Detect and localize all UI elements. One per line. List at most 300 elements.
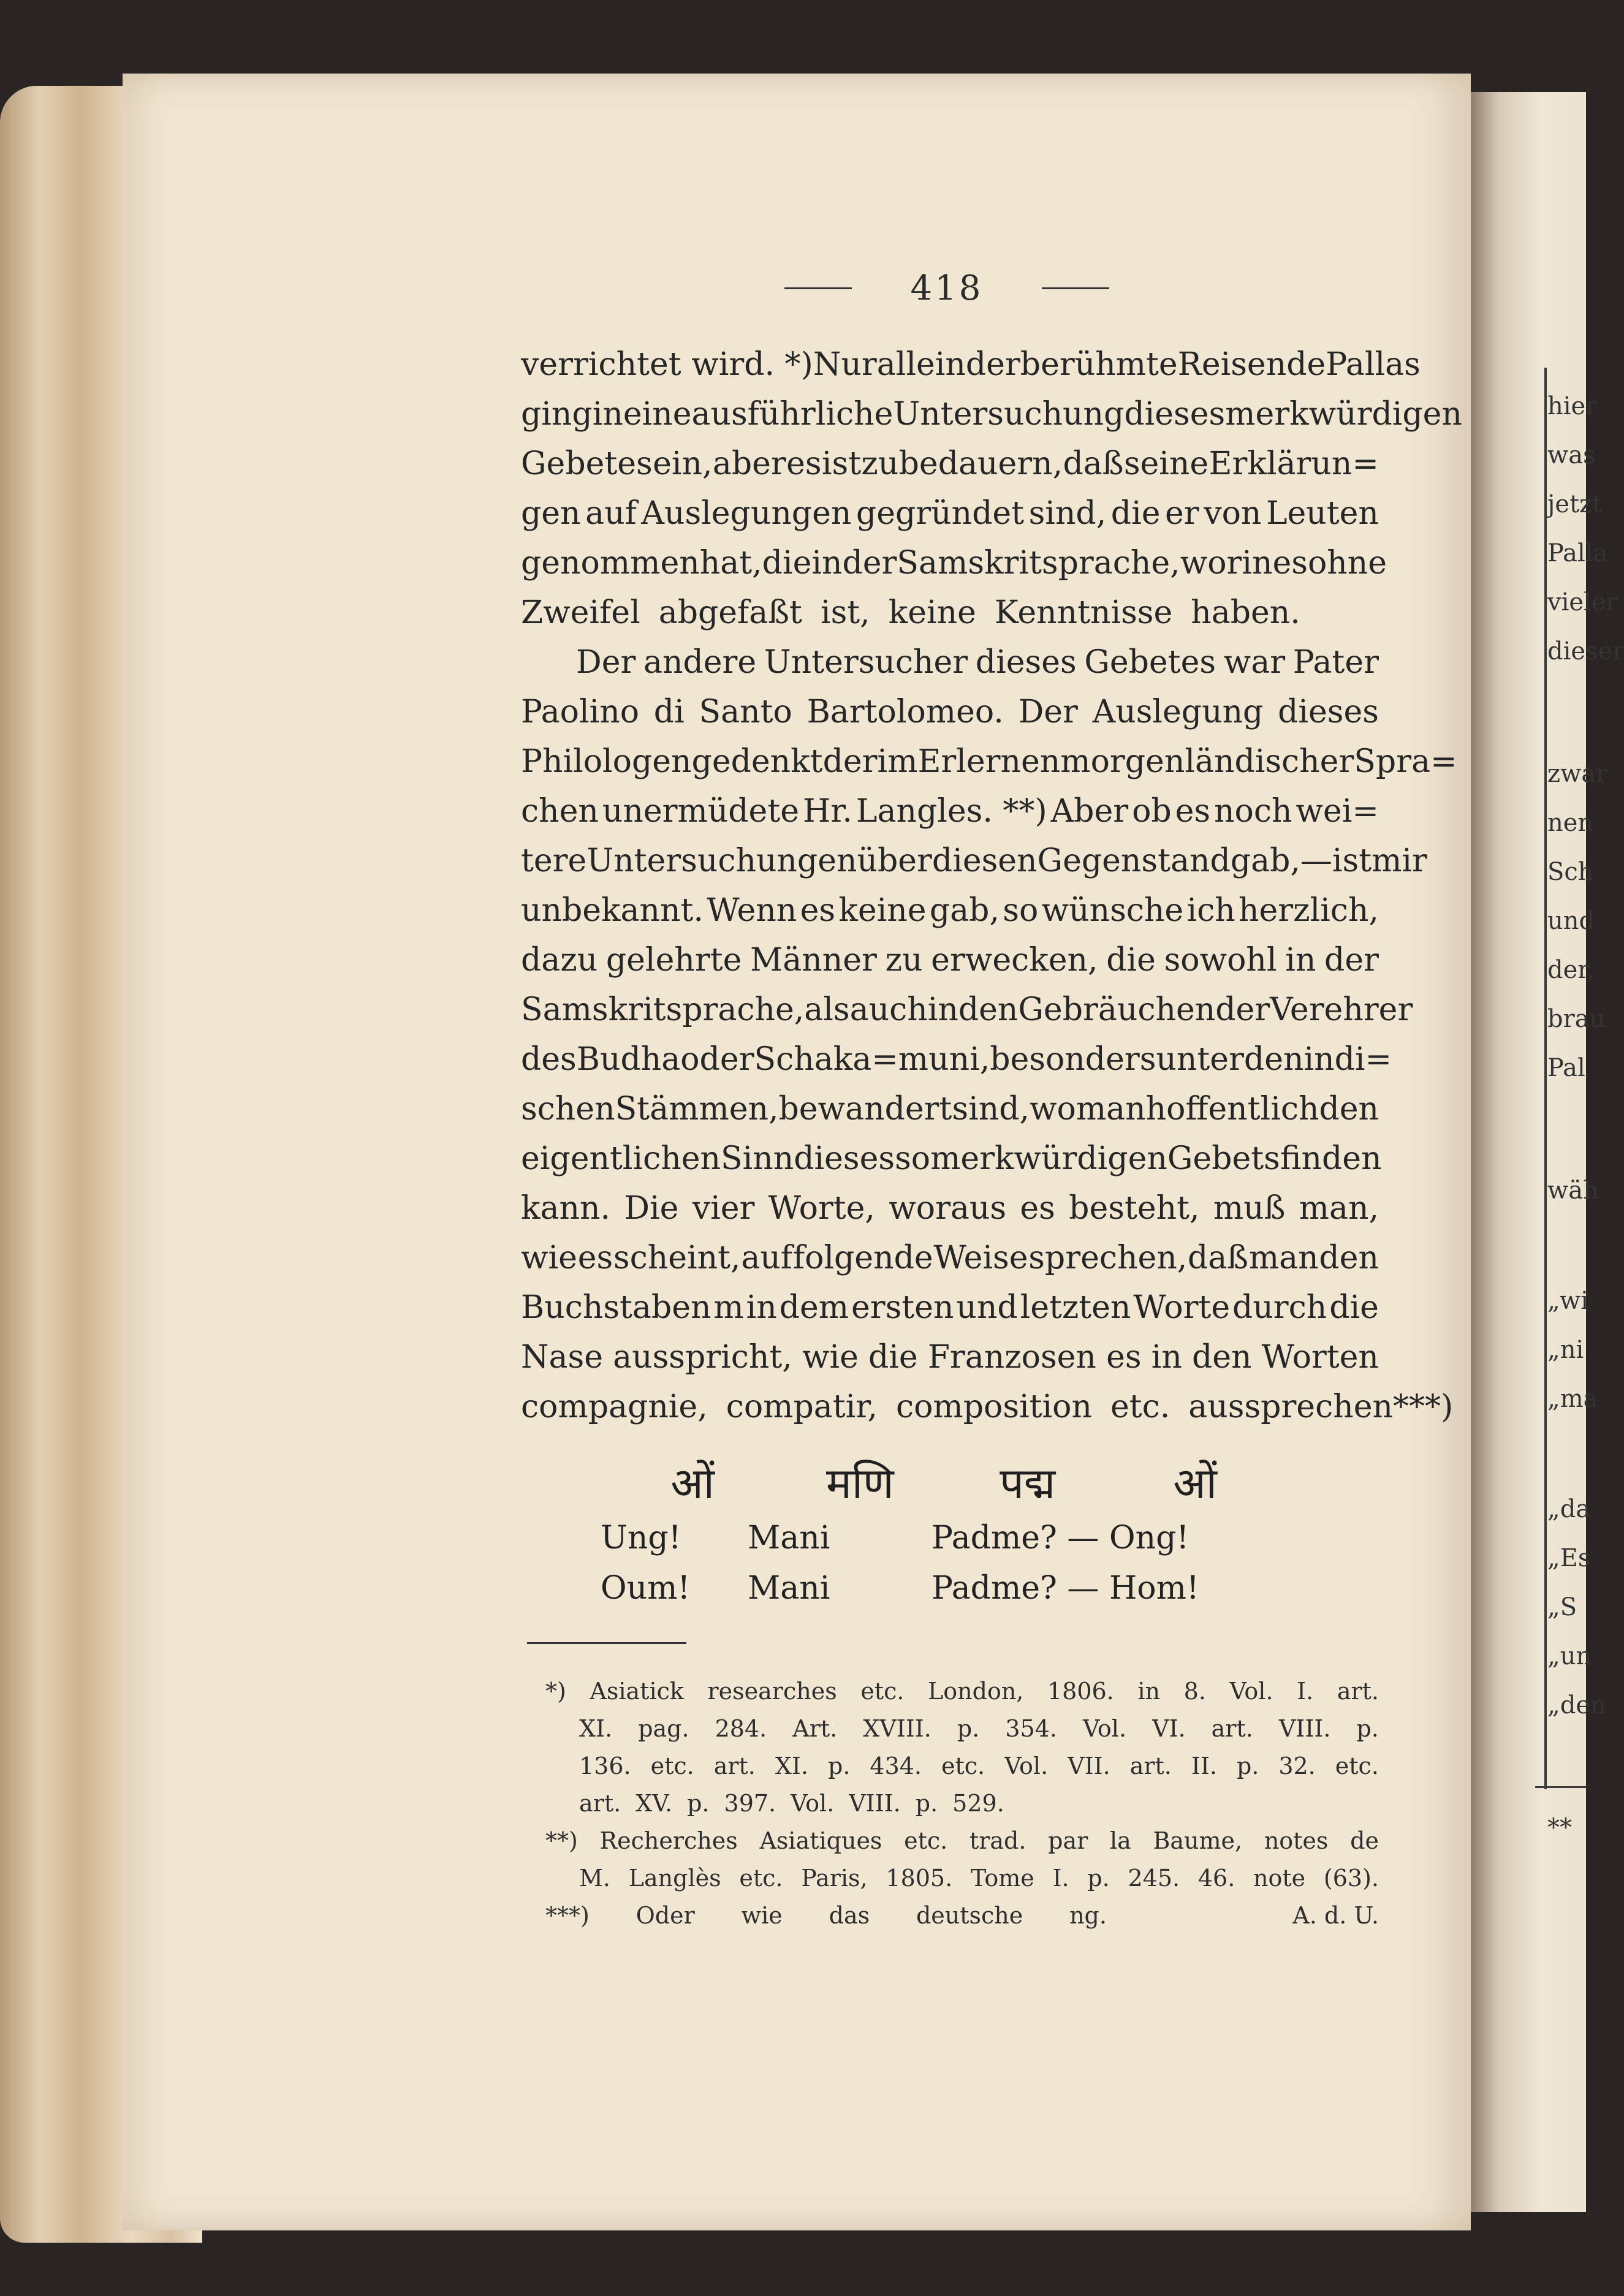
word: seine xyxy=(1123,445,1209,482)
footnote-word: etc. xyxy=(650,1752,694,1779)
word: Worte, xyxy=(768,1190,875,1227)
text-line xyxy=(521,737,1457,787)
word: über xyxy=(857,843,932,879)
text-line xyxy=(521,985,1413,1035)
word: im xyxy=(877,743,918,780)
footnote-word: Vol. xyxy=(791,1790,835,1817)
footnote-word: Vol. xyxy=(1082,1715,1127,1742)
facing-page-word: Sch xyxy=(1547,858,1594,886)
word: unermüdete xyxy=(602,793,799,830)
word: Verehrer xyxy=(1270,991,1413,1028)
word: herzlich, xyxy=(1239,892,1379,929)
footnote-word: art. xyxy=(713,1752,756,1779)
facing-page-word: hier xyxy=(1547,392,1598,420)
word: compagnie, xyxy=(521,1389,708,1425)
word: dieses xyxy=(1124,396,1226,433)
footnote-word: etc. xyxy=(904,1827,948,1854)
word: unter xyxy=(1156,1041,1244,1078)
facing-page-word: „Es xyxy=(1547,1544,1591,1572)
word: verrichtet wird. *) xyxy=(521,346,813,383)
word: besonders xyxy=(990,1041,1156,1078)
word: woraus xyxy=(889,1190,1007,1227)
word: des xyxy=(521,1041,577,1078)
footnote-word: 397. xyxy=(724,1790,776,1817)
word: keine xyxy=(888,594,976,631)
header-dash-right xyxy=(1042,287,1109,289)
facing-page-word: „den xyxy=(1547,1691,1606,1719)
page-header xyxy=(784,263,1109,313)
word: den xyxy=(1319,1091,1379,1127)
text-line xyxy=(521,1233,1379,1283)
word: abgefaßt xyxy=(658,594,802,631)
text-line xyxy=(521,886,1379,936)
word: es xyxy=(577,1240,613,1276)
word: der xyxy=(822,743,878,780)
translit-word: Mani xyxy=(748,1520,830,1556)
word: wie xyxy=(521,1240,577,1276)
footnote-line xyxy=(545,1673,1379,1710)
footnote-word: XV. xyxy=(636,1790,673,1817)
word: auch xyxy=(849,991,928,1028)
word: der xyxy=(842,545,897,582)
word: letzten xyxy=(1020,1289,1131,1326)
word: di xyxy=(653,694,685,730)
word: in xyxy=(927,991,958,1028)
word: Gebets xyxy=(1167,1140,1280,1177)
text-line xyxy=(521,489,1379,539)
word: Aber xyxy=(1050,793,1129,830)
word: aber xyxy=(712,445,786,482)
word: daß xyxy=(1063,445,1124,482)
word: aussprechen***) xyxy=(1188,1389,1454,1425)
word: folgende xyxy=(792,1240,933,1276)
word: haben. xyxy=(1191,594,1300,631)
word: Hr. xyxy=(802,793,852,830)
word: Reisende xyxy=(1177,346,1326,383)
mantra-word: ओं xyxy=(670,1458,715,1509)
facing-page-word: „wi xyxy=(1547,1287,1589,1315)
transliteration-latin xyxy=(601,1570,1281,1607)
word: in xyxy=(746,1289,777,1326)
footnote-word: 529. xyxy=(952,1790,1004,1817)
word: genommen xyxy=(521,545,700,582)
transliteration-german xyxy=(601,1520,1281,1556)
word: auf xyxy=(741,1240,793,1276)
footnote-word: ng. xyxy=(1069,1902,1107,1929)
word: sprechen, xyxy=(1028,1240,1188,1276)
facing-page-word: der, xyxy=(1547,956,1595,984)
word: Auslegung xyxy=(1092,694,1264,730)
word: Wenn xyxy=(707,892,797,929)
word: eigentlichen xyxy=(521,1140,721,1177)
facing-page-rule xyxy=(1544,368,1547,1789)
footnote-word: **) xyxy=(545,1827,578,1854)
mantra-word: ओं xyxy=(1173,1458,1217,1509)
word: unbekannt. xyxy=(521,892,704,929)
word: die xyxy=(1106,942,1156,979)
word: allein xyxy=(876,346,966,383)
body-text xyxy=(521,340,1462,1432)
text-line xyxy=(521,936,1379,985)
facing-page-word: „S xyxy=(1547,1593,1577,1621)
footnote-word: Recherches xyxy=(599,1827,738,1854)
word: Zweifel xyxy=(521,594,640,631)
footnote-word: I. xyxy=(1297,1678,1314,1705)
word: ist xyxy=(1332,843,1372,879)
footnote-word: par xyxy=(1048,1827,1088,1854)
footnote-word: art. xyxy=(1337,1678,1379,1705)
facing-page-word: brau xyxy=(1547,1005,1606,1033)
word: gen xyxy=(521,495,581,532)
word: der xyxy=(1215,991,1270,1028)
translit-word: Padme? — Ong! xyxy=(932,1520,1190,1556)
facing-page-word: Pal xyxy=(1547,1054,1585,1082)
word: sind, xyxy=(952,1091,1030,1127)
facing-page-word: „da xyxy=(1547,1495,1591,1523)
footnote-word: Paris, xyxy=(801,1865,868,1892)
footnote-word: p. xyxy=(687,1790,710,1817)
word: Untersucher xyxy=(764,644,968,681)
text-line xyxy=(521,1134,1382,1184)
word: schen xyxy=(521,1091,615,1127)
word: muß xyxy=(1213,1190,1286,1227)
facing-page-word: ** xyxy=(1547,1814,1572,1842)
word: wo xyxy=(1030,1091,1076,1127)
footnote-word: etc. xyxy=(860,1678,905,1705)
word: Bartolomeo. xyxy=(806,694,1004,730)
word: sowohl xyxy=(1164,942,1277,979)
footnote-line xyxy=(545,1860,1379,1897)
word: der xyxy=(1324,942,1379,979)
footnote-word: VI. xyxy=(1152,1715,1186,1742)
word: Worte xyxy=(1133,1289,1231,1326)
footnote-line xyxy=(545,1748,1379,1785)
translit-word: Padme? — Hom! xyxy=(932,1570,1199,1607)
footnote-word: 136. xyxy=(579,1752,631,1779)
word: besteht, xyxy=(1069,1190,1200,1227)
footnote-word: p. xyxy=(1236,1752,1259,1779)
word: es xyxy=(1272,545,1308,582)
footnote-word: etc. xyxy=(1335,1752,1379,1779)
word: Der xyxy=(1018,694,1078,730)
word: in xyxy=(1151,1339,1182,1376)
word: ohne xyxy=(1307,545,1387,582)
page-number: 418 xyxy=(910,268,984,308)
facing-page-word: „un xyxy=(1547,1642,1592,1670)
footnote-word: XI. xyxy=(579,1715,613,1742)
word: merkwürdigen xyxy=(930,1140,1167,1177)
word: gegründet xyxy=(856,495,1025,532)
footnote-word: 245. xyxy=(1128,1865,1180,1892)
word: in xyxy=(811,545,843,582)
word: Der xyxy=(576,644,636,681)
word: Gebetes xyxy=(1084,644,1216,681)
word: Worten xyxy=(1261,1339,1379,1376)
word: er xyxy=(1165,495,1199,532)
footnote-word: Tome xyxy=(970,1865,1034,1892)
footnote-word: Asiatick xyxy=(590,1678,684,1705)
footnote-word: (63). xyxy=(1323,1865,1379,1892)
footnote-word: I. xyxy=(1052,1865,1069,1892)
footnote-word: 354. xyxy=(1005,1715,1057,1742)
footnote-line xyxy=(545,1710,1379,1748)
word: den xyxy=(1243,1041,1304,1078)
word: composition xyxy=(895,1389,1092,1425)
word: — xyxy=(1300,843,1332,879)
footnote-word: II. xyxy=(1191,1752,1217,1779)
facing-page-word: was xyxy=(1547,441,1596,469)
word: oder xyxy=(680,1041,754,1078)
word: die xyxy=(762,545,812,582)
text-line xyxy=(521,1382,1454,1432)
word: Erklärun= xyxy=(1209,445,1379,482)
word: bedauern, xyxy=(898,445,1063,482)
word: Die xyxy=(624,1190,679,1227)
word: hat, xyxy=(699,545,762,582)
word: Untersuchungen xyxy=(586,843,857,879)
word: daß xyxy=(1188,1240,1249,1276)
footnote-word: art. xyxy=(579,1790,621,1817)
word: so xyxy=(1003,892,1039,929)
word: die xyxy=(1329,1289,1379,1326)
footnote-rule xyxy=(527,1642,686,1644)
facing-page-word: vieler xyxy=(1547,588,1618,616)
footnote-word: 1806. xyxy=(1047,1678,1114,1705)
footnote-word: researches xyxy=(707,1678,837,1705)
footnote-word: XI. xyxy=(775,1752,809,1779)
word: Erlernen xyxy=(917,743,1061,780)
facing-page-word: „ni xyxy=(1547,1336,1584,1364)
text-line xyxy=(521,787,1379,836)
footnote-word: p. xyxy=(1356,1715,1379,1742)
footnote-word: VII. xyxy=(1068,1752,1110,1779)
word: noch xyxy=(1214,793,1292,830)
word: die xyxy=(868,1339,918,1376)
footnote-word: Asiatiques xyxy=(759,1827,882,1854)
footnote-word: p. xyxy=(1087,1865,1110,1892)
word: Philologen xyxy=(521,743,692,780)
word: andere xyxy=(643,644,757,681)
word: wei= xyxy=(1296,793,1379,830)
word: zu xyxy=(861,445,899,482)
footnote-word: pag. xyxy=(638,1715,689,1742)
word: den xyxy=(958,991,1019,1028)
footnote-word: etc. xyxy=(739,1865,783,1892)
text-line xyxy=(521,439,1379,489)
word: war xyxy=(1223,644,1286,681)
facing-page-rule-horizontal xyxy=(1535,1786,1586,1788)
footnote-word: Oder xyxy=(636,1902,695,1929)
word: der xyxy=(965,346,1020,383)
word: Schaka=muni, xyxy=(754,1041,990,1078)
word: es xyxy=(1106,1339,1142,1376)
word: m xyxy=(713,1289,744,1326)
footnote-word: etc. xyxy=(941,1752,985,1779)
word: Nur xyxy=(813,346,877,383)
word: keine xyxy=(838,892,927,929)
facing-page-word: Palla xyxy=(1547,539,1608,567)
footnote-word: Art. xyxy=(792,1715,838,1742)
word: ausführliche xyxy=(691,396,894,433)
word: compatir, xyxy=(726,1389,878,1425)
facing-page-word: und xyxy=(1547,907,1595,935)
word: Weise xyxy=(933,1240,1028,1276)
text-line xyxy=(521,1035,1392,1085)
devanagari-mantra xyxy=(631,1452,1256,1511)
footnote-word: Baume, xyxy=(1153,1827,1243,1854)
word: Gegenstand xyxy=(1037,843,1231,879)
facing-page-word: wäh xyxy=(1547,1176,1599,1205)
footnote-word: deutsche xyxy=(916,1902,1023,1929)
text-line xyxy=(521,836,1427,886)
text-line xyxy=(521,688,1379,737)
word: ich xyxy=(1186,892,1235,929)
word: ist, xyxy=(820,594,870,631)
text-line xyxy=(521,638,1379,688)
footnote-word: *) xyxy=(545,1678,566,1705)
word: morgenländischer xyxy=(1060,743,1354,780)
facing-page-word: zwar xyxy=(1547,760,1608,788)
word: diesen xyxy=(932,843,1038,879)
facing-page-word: nen xyxy=(1547,809,1594,837)
word: es xyxy=(1020,1190,1055,1227)
footnote-word: notes xyxy=(1264,1827,1329,1854)
footnote-word: p. xyxy=(957,1715,980,1742)
word: gab, xyxy=(1230,843,1300,879)
footnote-word: 284. xyxy=(715,1715,767,1742)
footnote-line xyxy=(545,1897,1379,1934)
word: ausspricht, xyxy=(613,1339,792,1376)
footnote-word: Vol. xyxy=(1229,1678,1273,1705)
footnote-word: Langlès xyxy=(628,1865,721,1892)
footnote-word: note xyxy=(1253,1865,1306,1892)
word: Stämmen, xyxy=(615,1091,779,1127)
word: gab, xyxy=(929,892,1000,929)
word: merkwürdigen xyxy=(1225,396,1462,433)
footnote-word: p. xyxy=(915,1790,938,1817)
word: ersten xyxy=(851,1289,954,1326)
word: es xyxy=(800,892,836,929)
footnote-line xyxy=(545,1822,1379,1860)
footnote-word: VIII. xyxy=(1278,1715,1331,1742)
facing-page-word: dieser xyxy=(1547,637,1624,665)
word: etc. xyxy=(1110,1389,1171,1425)
word: dem xyxy=(779,1289,849,1326)
word: finden xyxy=(1280,1140,1382,1177)
footnote-word: la xyxy=(1109,1827,1131,1854)
word: ging xyxy=(521,396,593,433)
footnote-word: 46. xyxy=(1197,1865,1235,1892)
word: Leuten xyxy=(1265,495,1379,532)
header-dash-left xyxy=(784,287,852,289)
footnotes xyxy=(545,1673,1379,1934)
word: in xyxy=(592,396,623,433)
facing-page-word: jetzt xyxy=(1547,490,1603,518)
footnote-line xyxy=(545,1785,1379,1822)
word: tere xyxy=(521,843,587,879)
word: wünsche xyxy=(1041,892,1184,929)
footnote-word: 32. xyxy=(1278,1752,1316,1779)
word: Franzosen xyxy=(927,1339,1096,1376)
word: Auslegungen xyxy=(641,495,852,532)
word: Sinn xyxy=(721,1140,794,1177)
footnote-word: 434. xyxy=(870,1752,922,1779)
footnote-word: art. xyxy=(1211,1715,1253,1742)
word: ist xyxy=(821,445,862,482)
text-line xyxy=(521,1333,1379,1382)
word: Pater xyxy=(1292,644,1379,681)
footnote-word: London, xyxy=(928,1678,1024,1705)
word: so xyxy=(895,1140,931,1177)
word: kann. xyxy=(521,1190,611,1227)
mantra-word: पद्म xyxy=(1000,1458,1056,1509)
word: sind, xyxy=(1028,495,1107,532)
footnote-word: 8. xyxy=(1183,1678,1206,1705)
footnote-word: trad. xyxy=(969,1827,1026,1854)
translit-word: Ung! xyxy=(601,1520,681,1556)
footnote-word: art. xyxy=(1129,1752,1172,1779)
word: von xyxy=(1204,495,1262,532)
footnote-word: 1805. xyxy=(886,1865,953,1892)
footnote-word: ***) xyxy=(545,1902,590,1929)
word: durch xyxy=(1232,1289,1327,1326)
word: Samskritsprache, xyxy=(521,991,805,1028)
word: es xyxy=(786,445,822,482)
word: gelehrte xyxy=(605,942,742,979)
word: bewandert xyxy=(778,1091,952,1127)
footnote-word: Vol. xyxy=(1004,1752,1049,1779)
word: gedenkt xyxy=(691,743,823,780)
text-line xyxy=(521,1184,1379,1233)
word: Spra= xyxy=(1354,743,1457,780)
translit-word: Oum! xyxy=(601,1570,691,1607)
word: man xyxy=(1076,1091,1146,1127)
word: den xyxy=(1319,1240,1379,1276)
word: und xyxy=(956,1289,1018,1326)
word: wie xyxy=(802,1339,859,1376)
word: dazu xyxy=(521,942,598,979)
word: dieses xyxy=(1278,694,1379,730)
footnote-word: XVIII. xyxy=(863,1715,932,1742)
word: mir xyxy=(1372,843,1427,879)
word: hoffentlich xyxy=(1145,1091,1319,1127)
footnote-word: de xyxy=(1350,1827,1379,1854)
word: Santo xyxy=(699,694,792,730)
text-line xyxy=(521,1085,1379,1134)
word: es xyxy=(1175,793,1211,830)
facing-page-word: „ma xyxy=(1547,1385,1598,1413)
word: ein, xyxy=(653,445,713,482)
word: die xyxy=(1110,495,1161,532)
word: Nase xyxy=(521,1339,603,1376)
word: zu xyxy=(885,942,923,979)
mantra-word: मणि xyxy=(826,1458,894,1509)
footnote-word: in xyxy=(1137,1678,1160,1705)
word: Kenntnisse xyxy=(994,594,1173,631)
word: eine xyxy=(623,396,692,433)
word: Paolino xyxy=(521,694,640,730)
footnote-word: wie xyxy=(741,1902,783,1929)
word: Samskritsprache, xyxy=(897,545,1180,582)
word: den xyxy=(1191,1339,1252,1376)
word: scheint, xyxy=(613,1240,741,1276)
word: dieses xyxy=(975,644,1077,681)
word: berühmte xyxy=(1020,346,1178,383)
text-line xyxy=(521,340,1421,390)
word: ob xyxy=(1132,793,1172,830)
text-line xyxy=(521,390,1462,439)
word: man xyxy=(1248,1240,1319,1276)
